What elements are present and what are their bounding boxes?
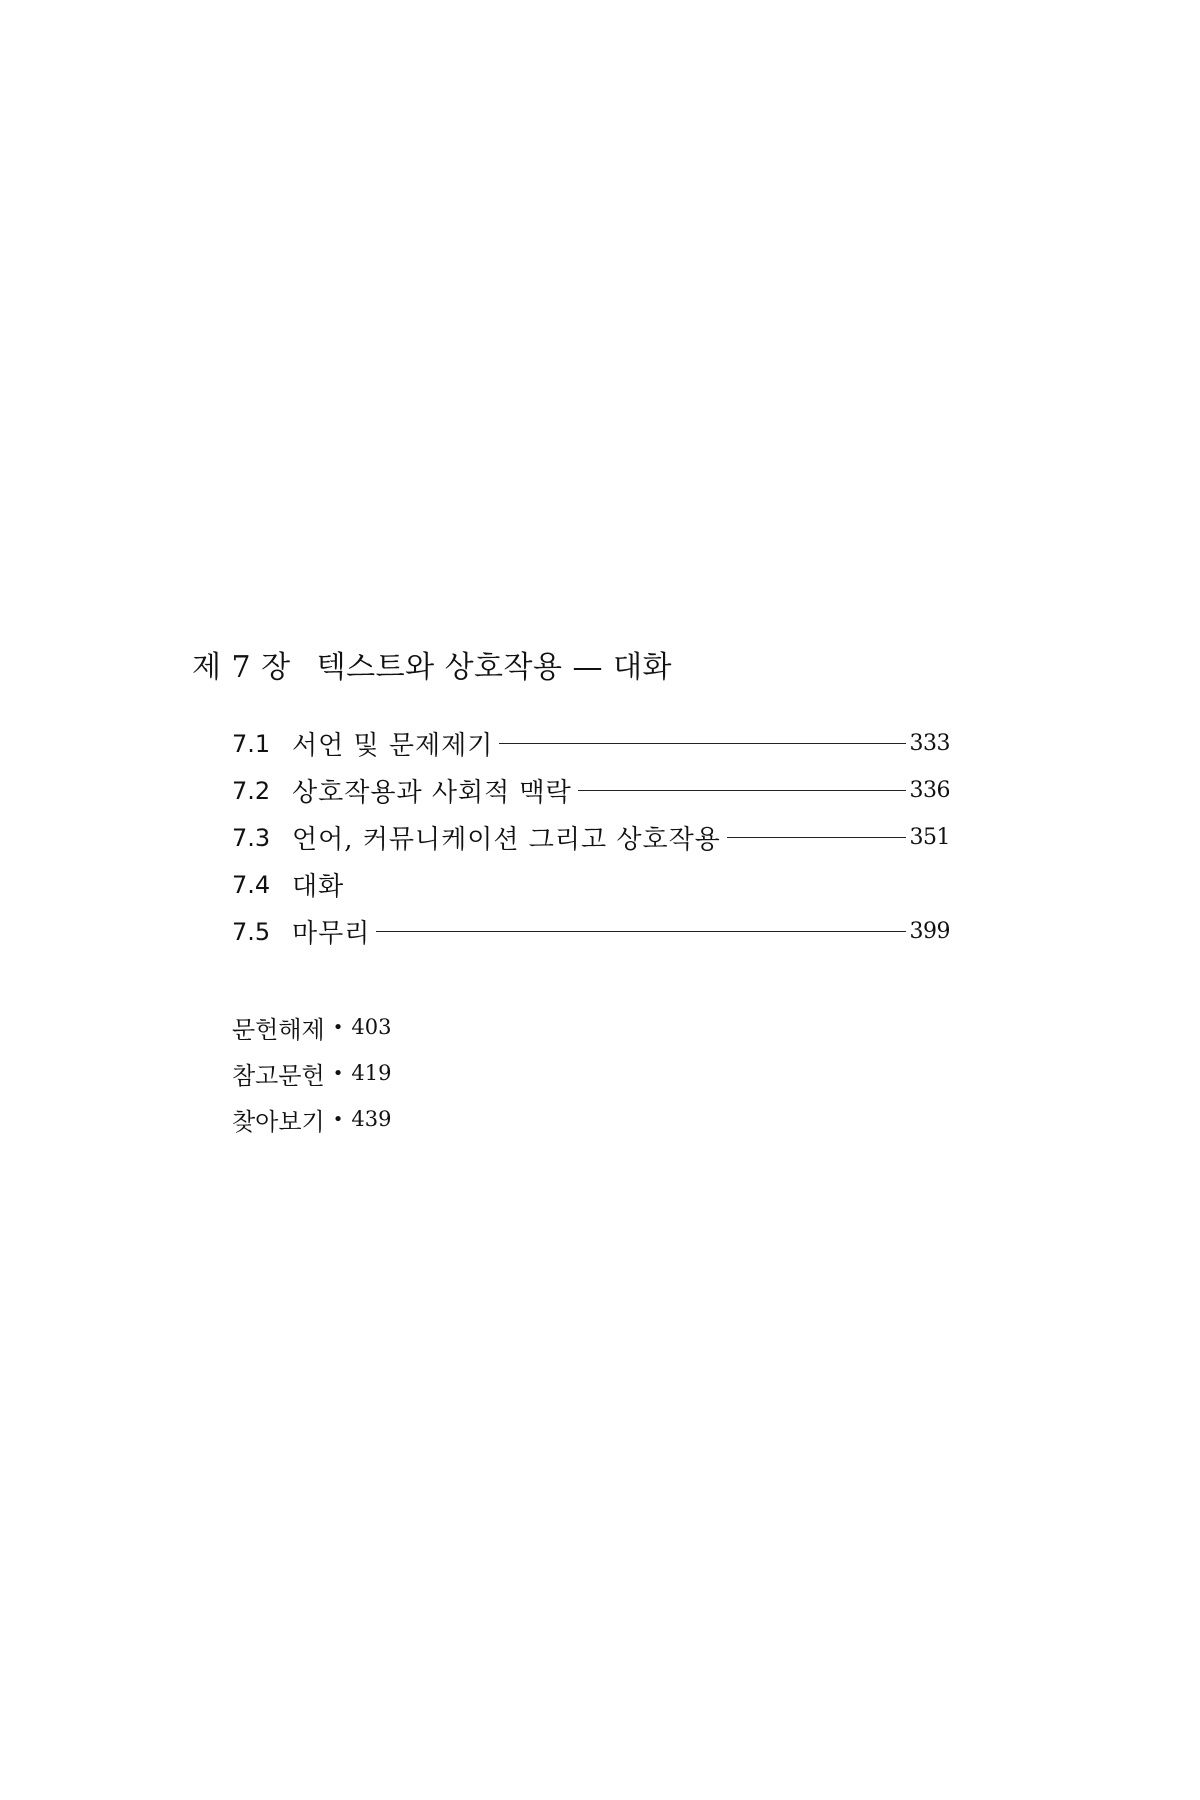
section-page: 333 bbox=[909, 731, 950, 756]
chapter-heading bbox=[192, 648, 672, 688]
section-row[interactable] bbox=[232, 908, 950, 955]
leader-line bbox=[376, 931, 905, 932]
section-title: 서언 및 문제제기 bbox=[292, 731, 494, 761]
section-number: 7.3 bbox=[232, 823, 271, 852]
section-title: 대화 bbox=[292, 872, 345, 902]
backmatter-title: 참고문헌 bbox=[232, 1061, 325, 1090]
backmatter-item[interactable] bbox=[232, 1096, 391, 1142]
section-row[interactable] bbox=[232, 814, 950, 861]
section-row[interactable] bbox=[232, 861, 950, 908]
section-number: 7.4 bbox=[232, 870, 271, 899]
section-row[interactable] bbox=[232, 767, 950, 814]
backmatter-list bbox=[232, 1004, 391, 1142]
backmatter-page: 439 bbox=[351, 1107, 392, 1131]
section-page: 336 bbox=[909, 778, 950, 803]
section-title: 마무리 bbox=[292, 919, 371, 949]
leader-line bbox=[578, 790, 906, 791]
backmatter-item[interactable] bbox=[232, 1004, 391, 1050]
bullet-separator: • bbox=[332, 1062, 344, 1084]
backmatter-title: 찾아보기 bbox=[232, 1107, 325, 1136]
chapter-label: 제 7 장 bbox=[192, 650, 291, 685]
backmatter-title: 문헌해제 bbox=[232, 1015, 325, 1044]
section-number: 7.1 bbox=[232, 729, 271, 758]
backmatter-page: 419 bbox=[351, 1061, 392, 1085]
leader-line bbox=[727, 837, 906, 838]
section-title: 상호작용과 사회적 맥락 bbox=[292, 778, 572, 808]
bullet-separator: • bbox=[332, 1016, 344, 1038]
section-list bbox=[232, 720, 950, 955]
leader-line bbox=[499, 743, 905, 744]
section-page: 399 bbox=[909, 919, 950, 944]
section-row[interactable] bbox=[232, 720, 950, 767]
section-title: 언어, 커뮤니케이션 그리고 상호작용 bbox=[292, 825, 721, 855]
section-number: 7.2 bbox=[232, 776, 271, 805]
backmatter-item[interactable] bbox=[232, 1050, 391, 1096]
backmatter-page: 403 bbox=[351, 1015, 392, 1039]
bullet-separator: • bbox=[332, 1108, 344, 1130]
chapter-title: 텍스트와 상호작용 — 대화 bbox=[316, 650, 673, 685]
section-page: 351 bbox=[909, 825, 950, 850]
section-number: 7.5 bbox=[232, 917, 271, 946]
